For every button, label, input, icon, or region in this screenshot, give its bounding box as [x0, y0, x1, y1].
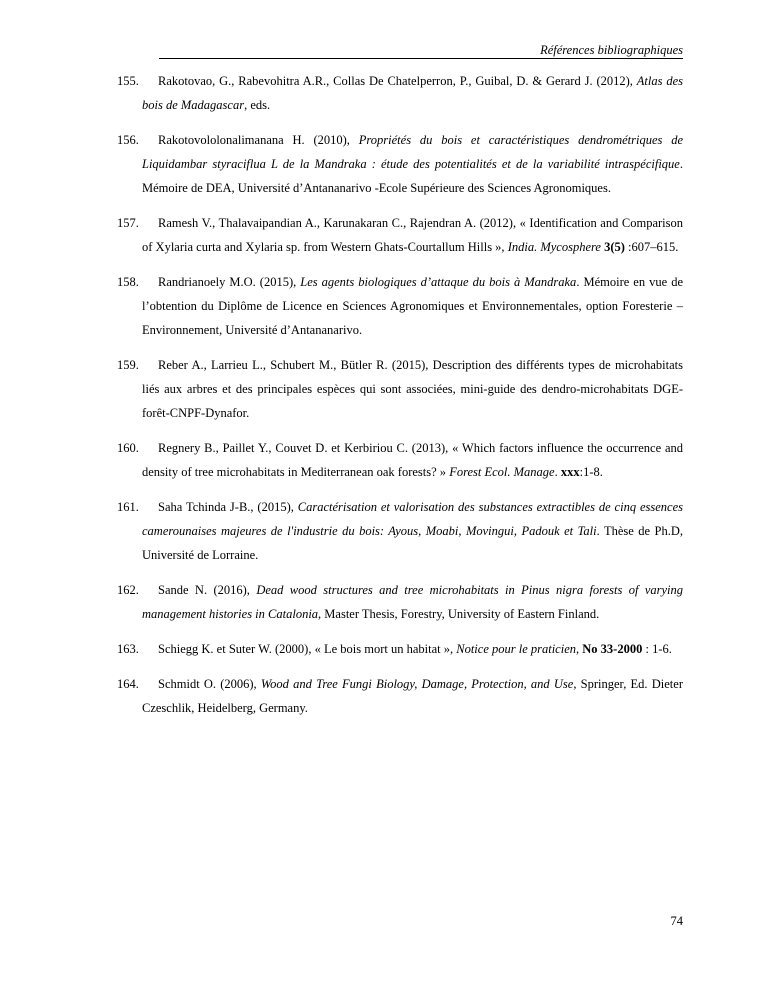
reference-entry [117, 578, 683, 626]
reference-text: Saha Tchinda J-B., (2015), [158, 500, 298, 514]
reference-italic-text: Notice pour le praticien [456, 642, 577, 656]
reference-text: , Springer, Ed. Dieter Czeschlik, Heidelberg, Germany. [142, 677, 683, 715]
reference-italic-text: Propriétés du bois et caractéristiques dendrométriques de Liquidambar styraciflua L de la Mandraka : étude des potentialités et de la variabilité intraspécifique [142, 133, 683, 171]
reference-entry [117, 211, 683, 259]
reference-entry [117, 672, 683, 720]
reference-entry [117, 270, 683, 342]
running-header-title: Références bibliographiques [540, 43, 683, 57]
reference-text: Ramesh V., Thalavaipandian A., Karunakaran C., Rajendran A. (2012), « Identification and Comparison of Xylaria curta and Xylaria sp. from Western Ghats-Courtallum Hills », [142, 216, 683, 254]
reference-text: . Thèse de Ph.D, Université de Lorraine. [142, 524, 683, 562]
reference-number: 159. [117, 358, 139, 372]
reference-text: Randrianoely M.O. (2015), [158, 275, 301, 289]
reference-text: . Mémoire en vue de l’obtention du Diplôme de Licence en Sciences Agronomiques et Environnementales, option Foresterie – Environnement, Université d’Antananarivo. [142, 275, 683, 337]
reference-text: , [576, 642, 583, 656]
reference-entry [117, 69, 683, 117]
reference-number: 158. [117, 275, 139, 289]
reference-list [117, 69, 683, 731]
reference-text: Reber A., Larrieu L., Schubert M., Bütler R. (2015), Description des différents types de microhabitats liés aux arbres et des principales espèces qui sont associées, mini-guide des dendro-microhabitats DGE-forêt-CNPF-Dynafor. [142, 358, 683, 420]
reference-text: Rakotovao, G., Rabevohitra A.R., Collas De Chatelperron, P., Guibal, D. & Gerard J. (2012), [158, 74, 637, 88]
reference-italic-text: Dead wood structures and tree microhabitats in Pinus nigra forests of varying management histories in Catalonia [142, 583, 683, 621]
reference-bold-text: xxx [560, 465, 580, 479]
reference-text: Schiegg K. et Suter W. (2000), « Le bois mort un habitat », [158, 642, 457, 656]
reference-text: Rakotovololonalimanana H. (2010), [158, 133, 359, 147]
reference-italic-text: Caractérisation et valorisation des substances extractibles de cinq essences camerounaises majeures de l'industrie du bois: Ayous, Moabi, Movingui, Padouk et Tali [142, 500, 683, 538]
reference-bold-text: 3(5) [604, 240, 625, 254]
reference-text: Schmidt O. (2006), [158, 677, 261, 691]
reference-text: : 1-6. [642, 642, 672, 656]
reference-entry [117, 128, 683, 200]
reference-text: :1-8. [579, 465, 603, 479]
reference-bold-text: No 33-2000 [582, 642, 643, 656]
reference-text: . Mémoire de DEA, Université d’Antananarivo -Ecole Supérieure des Sciences Agronomiques. [142, 157, 683, 195]
reference-number: 157. [117, 216, 139, 230]
reference-number: 163. [117, 642, 139, 656]
reference-text: Regnery B., Paillet Y., Couvet D. et Kerbiriou C. (2013), « Which factors influence the occurrence and density of tree microhabitats in Mediterranean oak forests? » [142, 441, 683, 479]
reference-entry [117, 353, 683, 425]
reference-entry [117, 495, 683, 567]
reference-number: 164. [117, 677, 139, 691]
reference-text: , eds. [244, 98, 271, 112]
reference-italic-text: Atlas des bois de Madagascar [142, 74, 683, 112]
reference-number: 156. [117, 133, 139, 147]
reference-italic-text: India. Mycosphere [507, 240, 601, 254]
page-number: 74 [670, 914, 683, 928]
reference-entry [117, 637, 683, 661]
reference-text: Sande N. (2016), [158, 583, 257, 597]
reference-text: :607–615. [624, 240, 679, 254]
reference-italic-text: Forest Ecol. Manage [449, 465, 555, 479]
reference-italic-text: Les agents biologiques d’attaque du bois à Mandraka [300, 275, 577, 289]
reference-entry [117, 436, 683, 484]
reference-number: 155. [117, 74, 139, 88]
reference-text: . [554, 465, 561, 479]
reference-italic-text: Wood and Tree Fungi Biology, Damage, Protection, and Use [260, 677, 574, 691]
reference-number: 160. [117, 441, 139, 455]
running-header [159, 44, 683, 59]
reference-number: 162. [117, 583, 139, 597]
reference-text: , Master Thesis, Forestry, University of Eastern Finland. [318, 607, 600, 621]
reference-number: 161. [117, 500, 139, 514]
